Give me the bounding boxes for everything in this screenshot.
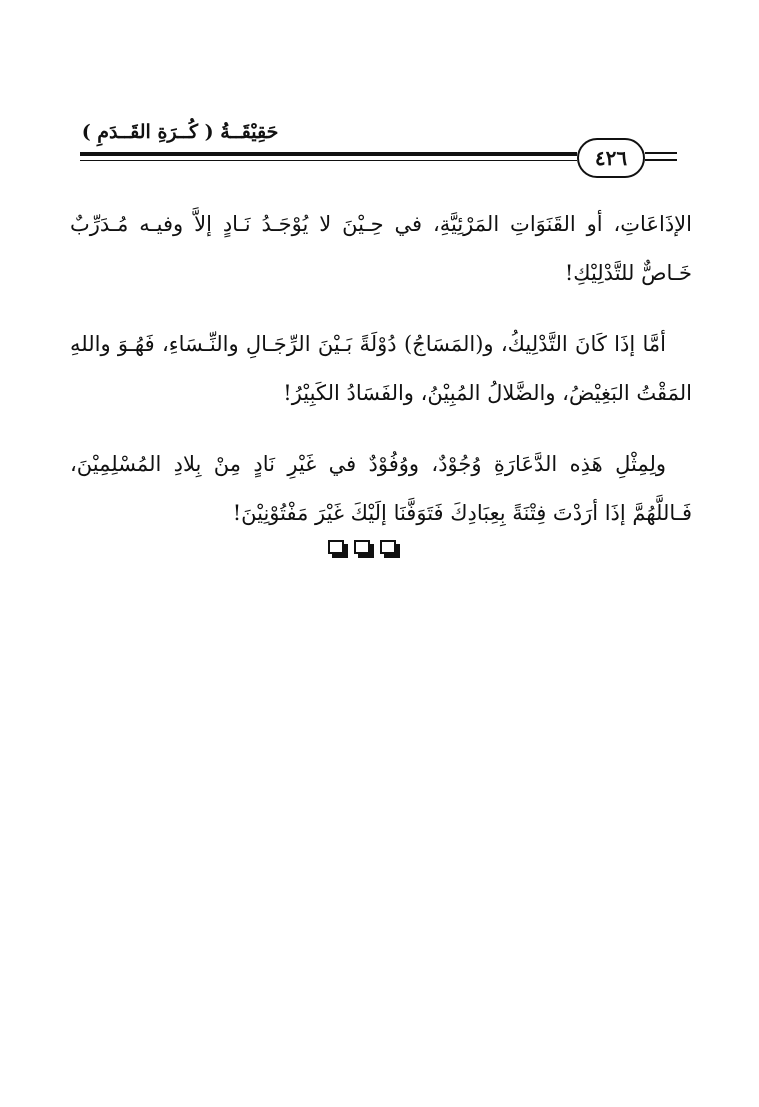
page-number-frame bbox=[577, 138, 645, 178]
running-title: حَقِيْقَــةُ ( كُــرَةِ القَــدَمِ ) bbox=[81, 121, 279, 143]
square-ornament-icon bbox=[380, 540, 400, 558]
header-rule-tail-top bbox=[645, 152, 677, 154]
paragraph: ولِمِثْلِ هَذِه الدَّعَارَةِ وُجُوْدٌ، ووُفُوْدٌ في غَيْرِ نَادٍ مِنْ بِلادِ المُسْلِمِيْنَ، فَـاللَّهُمَّ إذَا أرَدْتَ فِتْنَةً بِعِبَادِكَ فَتَوَفَّنَا إلَيْكَ غَيْرَ مَفْتُوْنِيْنَ! bbox=[70, 452, 692, 525]
paragraph: الإذَاعَاتِ، أو القَنَوَاتِ المَرْئِيَّةِ، في حِـيْنَ لا يُوْجَـدُ نَـادٍ إلاَّ وفيـه مُـدَرِّبٌ خَـاصٌّ للتَّدْلِيْكِ! bbox=[70, 212, 692, 285]
square-ornament-icon bbox=[328, 540, 348, 558]
section-end-ornaments bbox=[328, 540, 400, 558]
body-text bbox=[70, 200, 692, 560]
header-rule-thick bbox=[80, 152, 577, 156]
page-number: ٤٢٦ bbox=[594, 146, 628, 170]
header-rule-thin bbox=[80, 160, 577, 161]
paragraph: أمَّا إذَا كَانَ التَّدْلِيكُ، و(المَسَاجُ) دُوْلَةً بَـيْنَ الرِّجَـالِ والنِّـسَاءِ، فَهُـوَ واللهِ المَقْتُ البَغِيْضُ، والضَّلالُ المُبِيْنُ، والفَسَادُ الكَبِيْرُ! bbox=[70, 332, 692, 405]
header-rule-tail-bottom bbox=[645, 159, 677, 161]
square-ornament-icon bbox=[354, 540, 374, 558]
